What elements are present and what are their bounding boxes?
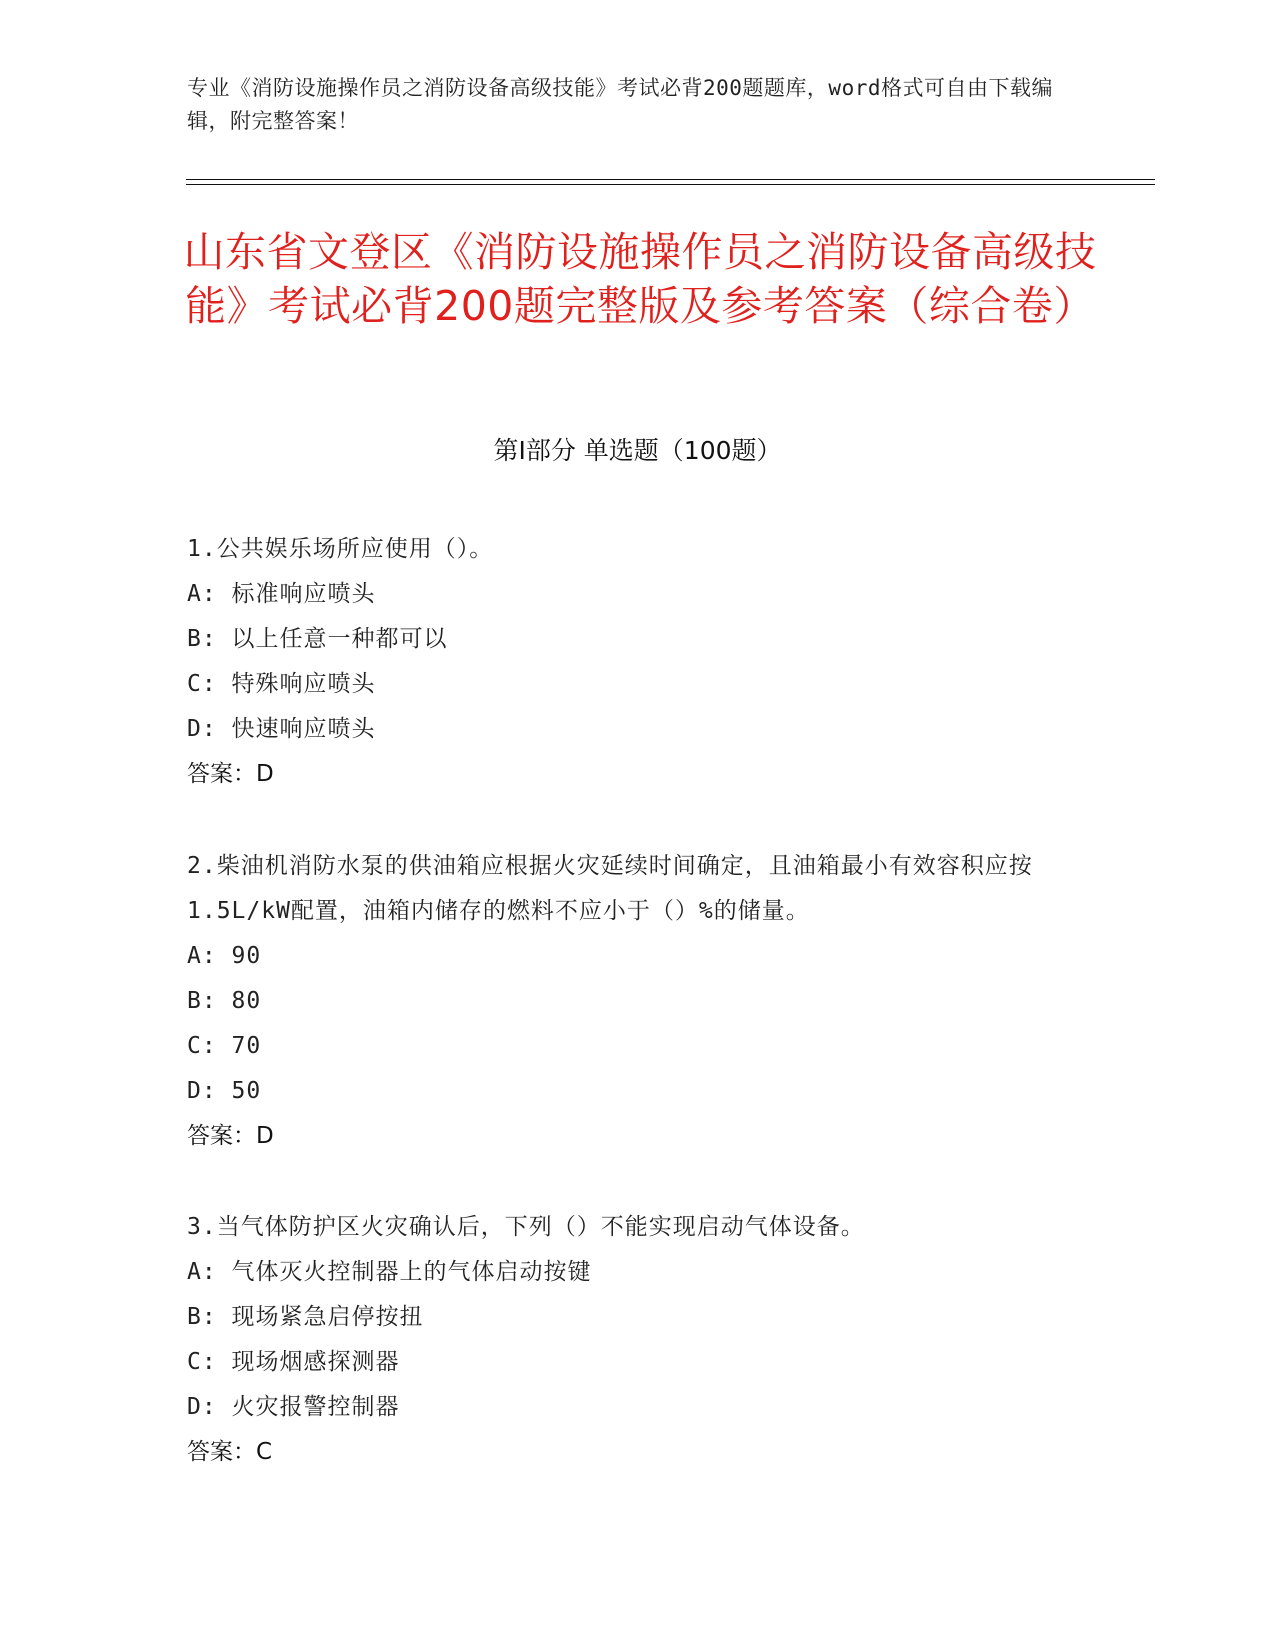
answer: 答案：C (187, 1439, 273, 1465)
answer: 答案：D (187, 1123, 274, 1149)
question-stem: 2.柴油机消防水泵的供油箱应根据火灾延续时间确定，且油箱最小有效容积应按1.5L/kW配置，油箱内储存的燃料不应小于（）%的储量。 (187, 853, 1033, 924)
option-a: A: 90 (187, 943, 262, 969)
question-stem: 3.当气体防护区火灾确认后，下列（）不能实现启动气体设备。 (187, 1214, 865, 1240)
answer: 答案：D (187, 761, 274, 787)
option-d: D: 50 (187, 1078, 262, 1104)
document-title: 山东省文登区《消防设施操作员之消防设备高级技能》考试必背200题完整版及参考答案（综合卷） (183, 228, 1097, 330)
question-2 (187, 844, 1067, 1159)
question-3 (187, 1205, 1067, 1475)
option-a: A: 标准响应喷头 (187, 581, 376, 607)
header-note: 专业《消防设施操作员之消防设备高级技能》考试必背200题题库，word格式可自由下载编辑，附完整答案！ (187, 76, 1053, 133)
option-a: A: 气体灭火控制器上的气体启动按键 (187, 1259, 592, 1285)
option-c: C: 现场烟感探测器 (187, 1349, 400, 1375)
question-1 (187, 527, 1067, 797)
question-stem: 1.公共娱乐场所应使用（）。 (187, 536, 494, 562)
option-b: B: 现场紧急启停按扭 (187, 1304, 424, 1330)
option-b: B: 80 (187, 988, 262, 1014)
option-c: C: 70 (187, 1033, 262, 1059)
section-title: 第I部分 单选题（100题） (493, 436, 782, 465)
option-c: C: 特殊响应喷头 (187, 671, 376, 697)
header-divider-thin (186, 184, 1155, 185)
option-b: B: 以上任意一种都可以 (187, 626, 448, 652)
option-d: D: 快速响应喷头 (187, 716, 376, 742)
option-d: D: 火灾报警控制器 (187, 1394, 400, 1420)
header-divider-thick (186, 179, 1155, 180)
